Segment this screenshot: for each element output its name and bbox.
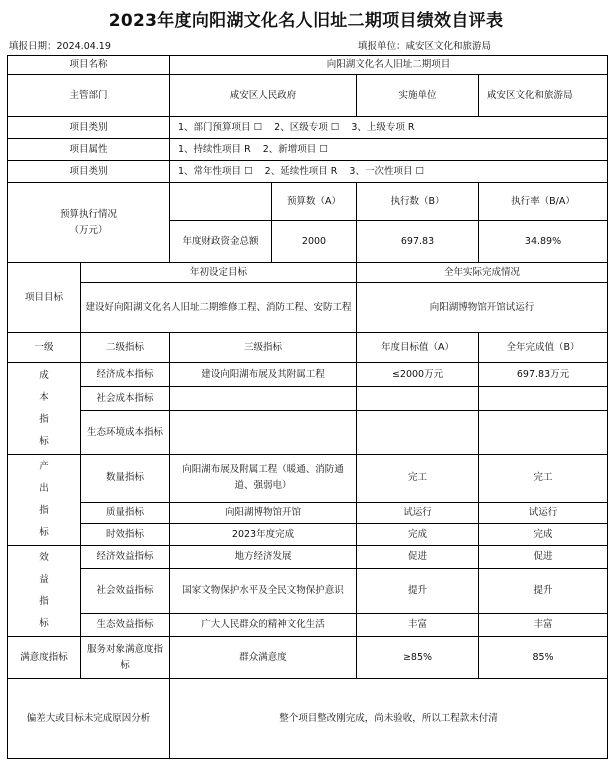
satisfaction-l1: 满意度指标	[8, 637, 81, 679]
header-target: 年度目标值（A）	[357, 333, 479, 363]
dept-value: 咸安区人民政府	[170, 75, 357, 117]
header-level2: 二级指标	[81, 333, 170, 363]
dept-label: 主管部门	[8, 75, 170, 117]
type1-label: 项目类别	[8, 117, 170, 139]
project-name-value: 向阳湖文化名人旧址二期项目	[170, 56, 608, 75]
fill-unit: 填报单位：咸安区文化和旅游局	[358, 41, 492, 52]
project-name-label: 项目名称	[8, 56, 170, 75]
table-row	[8, 524, 608, 546]
indicator-target: 完成	[357, 524, 479, 546]
table-row	[8, 411, 608, 455]
indicator-target	[357, 387, 479, 411]
goal-label: 项目目标	[8, 263, 81, 333]
header-level3: 三级指标	[170, 333, 357, 363]
type2-options: 1、常年性项目 ☐ 2、延续性项目 R 3、一次性项目 ☐	[170, 161, 608, 183]
budget-col-rate: 执行率（B/A）	[479, 183, 608, 221]
indicator-actual: 完成	[479, 524, 608, 546]
goal-initial: 建设好向阳湖文化名人旧址二期维修工程、消防工程、安防工程	[81, 283, 357, 333]
indicator-l2: 数量指标	[81, 455, 170, 503]
impl-value: 咸安区文化和旅游局	[479, 75, 608, 117]
indicator-actual	[479, 411, 608, 455]
satisfaction-actual: 85%	[479, 637, 608, 679]
indicator-actual	[479, 387, 608, 411]
table-row	[8, 455, 608, 503]
indicator-l3: 向阳湖博物馆开馆	[170, 502, 357, 524]
indicator-l3: 地方经济发展	[170, 546, 357, 569]
group-output-label: 产 出 指 标	[8, 455, 81, 546]
goal-actual-header: 全年实际完成情况	[357, 263, 608, 283]
budget-label: 预算执行情况 （万元）	[8, 183, 170, 263]
table-row	[8, 614, 608, 637]
table-row	[8, 502, 608, 524]
budget-value: 2000	[272, 221, 357, 263]
table-row	[8, 637, 608, 679]
indicator-target: 完工	[357, 455, 479, 503]
header-actual: 全年完成值（B）	[479, 333, 608, 363]
indicator-actual: 促进	[479, 546, 608, 569]
indicator-l2: 经济成本指标	[81, 363, 170, 387]
table-row	[8, 568, 608, 614]
indicator-l2: 社会效益指标	[81, 568, 170, 614]
evaluation-table	[7, 55, 608, 759]
indicator-l2: 质量指标	[81, 502, 170, 524]
deviation-text: 整个项目整改刚完成，尚未验收，所以工程款未付清	[170, 679, 608, 759]
budget-col-exec: 执行数（B）	[357, 183, 479, 221]
indicator-l3	[170, 411, 357, 455]
budget-row-label: 年度财政资金总额	[170, 221, 272, 263]
indicator-actual: 697.83万元	[479, 363, 608, 387]
group-benefit-label: 效 益 指 标	[8, 546, 81, 637]
exec-value: 697.83	[357, 221, 479, 263]
indicator-target	[357, 411, 479, 455]
impl-label: 实施单位	[357, 75, 479, 117]
indicator-l3: 2023年度完成	[170, 524, 357, 546]
indicator-target: 提升	[357, 568, 479, 614]
satisfaction-l2: 服务对象满意度指标	[81, 637, 170, 679]
indicator-target: 试运行	[357, 502, 479, 524]
table-row	[8, 387, 608, 411]
budget-col-budget: 预算数（A）	[272, 183, 357, 221]
indicator-l3	[170, 387, 357, 411]
rate-value: 34.89%	[479, 221, 608, 263]
indicator-actual: 提升	[479, 568, 608, 614]
type1-options: 1、部门预算项目 ☐ 2、区级专项 ☐ 3、上级专项 R	[170, 117, 608, 139]
satisfaction-target: ≥85%	[357, 637, 479, 679]
indicator-l3: 国家文物保护水平及全民文物保护意识	[170, 568, 357, 614]
indicator-target: 丰富	[357, 614, 479, 637]
attr-options: 1、持续性项目 R 2、新增项目 ☐	[170, 139, 608, 161]
indicator-target: ≤2000万元	[357, 363, 479, 387]
indicator-actual: 试运行	[479, 502, 608, 524]
table-row	[8, 546, 608, 569]
indicator-target: 促进	[357, 546, 479, 569]
indicator-l2: 生态效益指标	[81, 614, 170, 637]
indicator-l3: 向阳湖布展及附属工程（暖通、消防通道、强弱电）	[170, 455, 357, 503]
satisfaction-l3: 群众满意度	[170, 637, 357, 679]
deviation-label: 偏差大或目标未完成原因分析	[8, 679, 170, 759]
indicator-l2: 生态环境成本指标	[81, 411, 170, 455]
indicator-l3: 建设向阳湖布展及其附属工程	[170, 363, 357, 387]
table-row	[8, 363, 608, 387]
indicator-l2: 经济效益指标	[81, 546, 170, 569]
indicator-l2: 时效指标	[81, 524, 170, 546]
indicator-actual: 丰富	[479, 614, 608, 637]
indicator-l3: 广大人民群众的精神文化生活	[170, 614, 357, 637]
header-level1: 一级	[8, 333, 81, 363]
form-title: 2023年度向阳湖文化名人旧址二期项目绩效自评表	[108, 11, 504, 31]
attr-label: 项目属性	[8, 139, 170, 161]
type2-label: 项目类别	[8, 161, 170, 183]
goal-initial-header: 年初设定目标	[81, 263, 357, 283]
goal-actual: 向阳湖博物馆开馆试运行	[357, 283, 608, 333]
fill-date: 填报日期：2024.04.19	[9, 41, 111, 52]
budget-blank	[170, 183, 272, 221]
indicator-actual: 完工	[479, 455, 608, 503]
indicator-l2: 社会成本指标	[81, 387, 170, 411]
group-cost-label: 成 本 指 标	[8, 363, 81, 455]
